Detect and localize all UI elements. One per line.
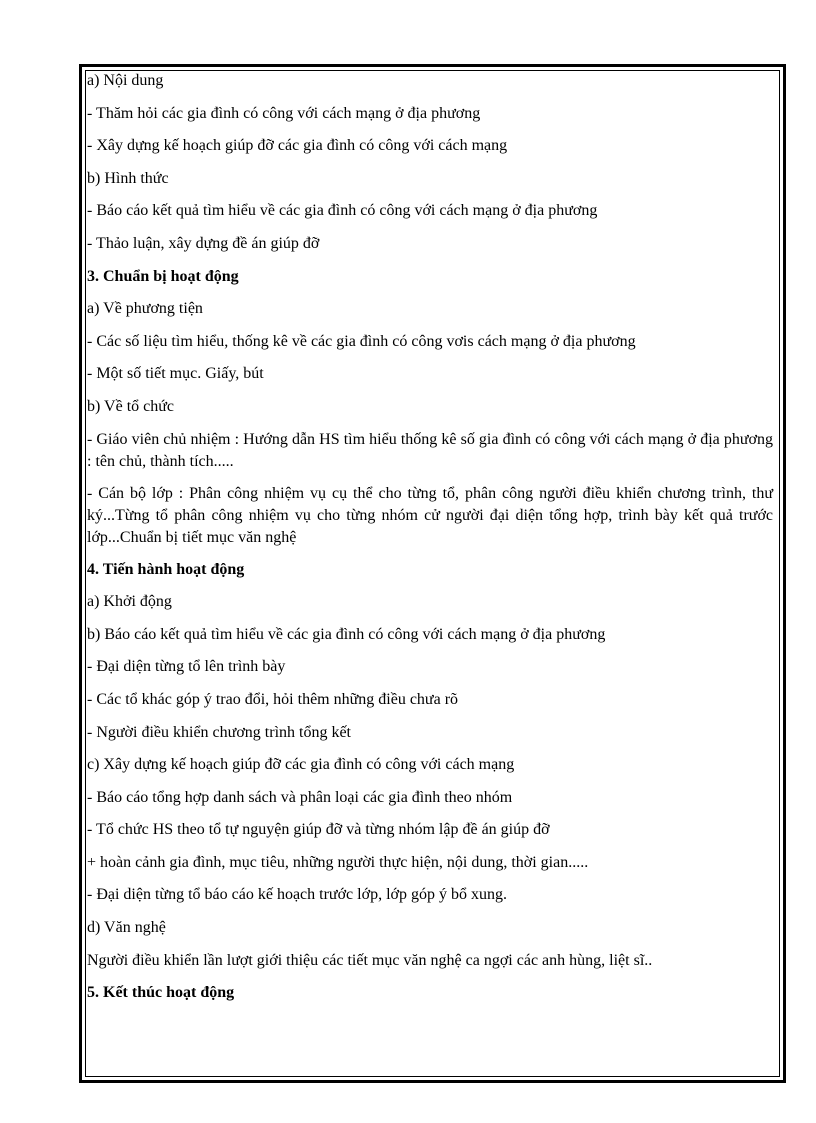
paragraph-line: b) Về tổ chức bbox=[87, 397, 175, 415]
paragraph-line: - Các số liệu tìm hiểu, thống kê về các gia đình có công vơis cách mạng ở địa phương bbox=[87, 332, 636, 350]
section-heading: 5. Kết thúc hoạt động bbox=[87, 984, 235, 1002]
paragraph-line: d) Văn nghệ bbox=[87, 919, 166, 937]
paragraph-line: a) Về phương tiện bbox=[87, 300, 203, 318]
paragraph-line: - Tổ chức HS theo tổ tự nguyện giúp đỡ và từng nhóm lập đề án giúp đỡ bbox=[87, 821, 550, 839]
paragraph-line: - Một số tiết mục. Giấy, bút bbox=[87, 365, 264, 383]
paragraph-line: - Đại diện từng tổ lên trình bày bbox=[87, 658, 286, 676]
paragraph-line: Người điều khiển lần lượt giới thiệu các tiết mục văn nghệ ca ngợi các anh hùng, liệt sĩ.. bbox=[87, 951, 653, 969]
paragraph-line: - Giáo viên chủ nhiệm : Hướng dẫn HS tìm hiểu thống kê số gia đình có công với cách mạng ở địa phương : tên chủ, thành tích..... bbox=[87, 430, 773, 470]
paragraph-line: a) Nội dung bbox=[87, 72, 164, 89]
document-body bbox=[87, 70, 773, 1015]
paragraph-line: - Báo cáo kết quả tìm hiểu về các gia đình có công với cách mạng ở địa phương bbox=[87, 202, 598, 220]
paragraph-line: - Thăm hỏi các gia đình có công với cách mạng ở địa phương bbox=[87, 104, 481, 122]
paragraph-line: c) Xây dựng kế hoạch giúp đỡ các gia đình có công với cách mạng bbox=[87, 756, 515, 774]
paragraph-line: - Xây dựng kế hoạch giúp đỡ các gia đình có công với cách mạng bbox=[87, 137, 508, 155]
paragraph-line: - Đại diện từng tổ báo cáo kế hoạch trước lớp, lớp góp ý bổ xung. bbox=[87, 886, 507, 904]
paragraph-line: - Báo cáo tổng hợp danh sách và phân loại các gia đình theo nhóm bbox=[87, 788, 513, 806]
section-heading: 4. Tiến hành hoạt động bbox=[87, 560, 245, 578]
paragraph-line: + hoàn cảnh gia đình, mục tiêu, những người thực hiện, nội dung, thời gian..... bbox=[87, 853, 589, 871]
paragraph-line: b) Hình thức bbox=[87, 169, 169, 187]
section-heading: 3. Chuẩn bị hoạt động bbox=[87, 267, 239, 285]
paragraph-line: b) Báo cáo kết quả tìm hiểu về các gia đình có công với cách mạng ở địa phương bbox=[87, 625, 606, 643]
paragraph-line: - Cán bộ lớp : Phân công nhiệm vụ cụ thể cho từng tổ, phân công người điều khiển chương trình, thư ký...Từng tổ phân công nhiệm vụ cho từng nhóm cử người đại diện tổng hợp, trình bày kết quả trước lớp...Chuẩn bị tiết mục văn nghệ bbox=[87, 484, 773, 546]
paragraph-line: - Các tổ khác góp ý trao đổi, hỏi thêm những điều chưa rõ bbox=[87, 690, 459, 708]
paragraph-line: - Người điều khiển chương trình tổng kết bbox=[87, 723, 351, 741]
paragraph-line: - Thảo luận, xây dựng đề án giúp đỡ bbox=[87, 234, 320, 252]
paragraph-line: a) Khởi động bbox=[87, 593, 172, 611]
